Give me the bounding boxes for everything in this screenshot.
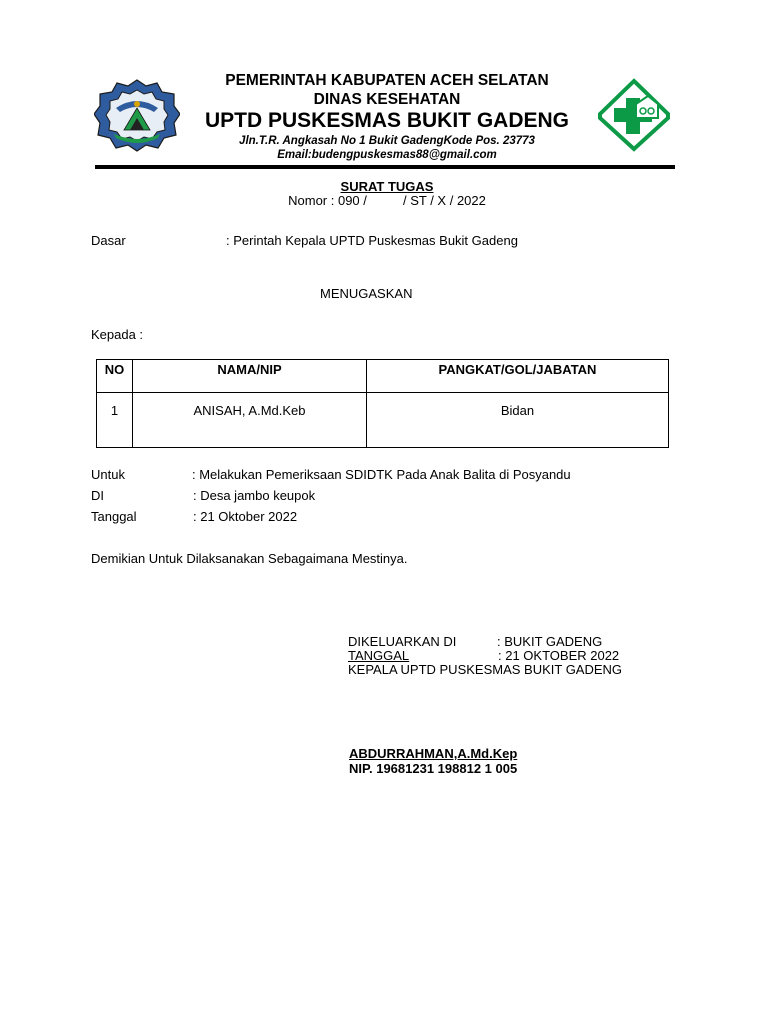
table-header-no: NO — [97, 360, 133, 393]
assignee-table — [96, 359, 669, 448]
header-government: PEMERINTAH KABUPATEN ACEH SELATAN — [225, 72, 549, 89]
health-cross-house-icon — [596, 78, 672, 152]
table-cell-no: 1 — [97, 393, 133, 448]
letter-title: SURAT TUGAS — [340, 179, 434, 194]
header-department: DINAS KESEHATAN — [313, 91, 461, 108]
signer-nip: NIP. 19681231 198812 1 005 — [349, 761, 518, 776]
detail-label-di: DI — [91, 488, 104, 503]
table-row — [97, 393, 669, 448]
table-header-name: NAMA/NIP — [133, 360, 367, 393]
issued-at-value: : BUKIT GADENG — [497, 634, 603, 649]
signer-position: KEPALA UPTD PUSKESMAS BUKIT GADENG — [348, 662, 623, 677]
table-cell-name: ANISAH, A.Md.Keb — [133, 393, 367, 448]
date-label: TANGGAL — [348, 648, 410, 663]
header-institution: UPTD PUSKESMAS BUKIT GADENG — [204, 109, 570, 132]
header-address: Jln.T.R. Angkasah No 1 Bukit GadengKode Pos. 23773 — [239, 135, 535, 147]
kepada-label: Kepada : — [91, 327, 144, 342]
date-value: : 21 OKTOBER 2022 — [498, 648, 620, 663]
issued-at-label: DIKELUARKAN DI — [348, 634, 457, 649]
menugaskan-heading: MENUGASKAN — [320, 286, 413, 301]
closing-statement: Demikian Untuk Dilaksanakan Sebagaimana Mestinya. — [91, 551, 408, 566]
header-email: Email:budengpuskesmas88@gmail.com — [277, 149, 497, 161]
table-cell-rank: Bidan — [367, 393, 669, 448]
dasar-value: : Perintah Kepala UPTD Puskesmas Bukit Gadeng — [226, 233, 518, 248]
header-divider — [95, 165, 675, 169]
table-header-row — [97, 360, 669, 393]
table-header-rank: PANGKAT/GOL/JABATAN — [367, 360, 669, 393]
letter-number: Nomor : 090 / / ST / X / 2022 — [288, 193, 486, 208]
detail-value-untuk: : Melakukan Pemeriksaan SDIDTK Pada Anak Balita di Posyandu — [192, 467, 571, 482]
date-line — [348, 648, 644, 663]
dasar-label: Dasar — [91, 233, 126, 248]
detail-label-tanggal: Tanggal — [91, 509, 137, 524]
detail-value-tanggal: : 21 Oktober 2022 — [193, 509, 298, 524]
signer-name: ABDURRAHMAN,A.Md.Kep — [349, 746, 518, 761]
aceh-selatan-emblem-icon — [94, 78, 180, 152]
detail-value-di: : Desa jambo keupok — [193, 488, 316, 503]
detail-label-untuk: Untuk — [91, 467, 125, 482]
